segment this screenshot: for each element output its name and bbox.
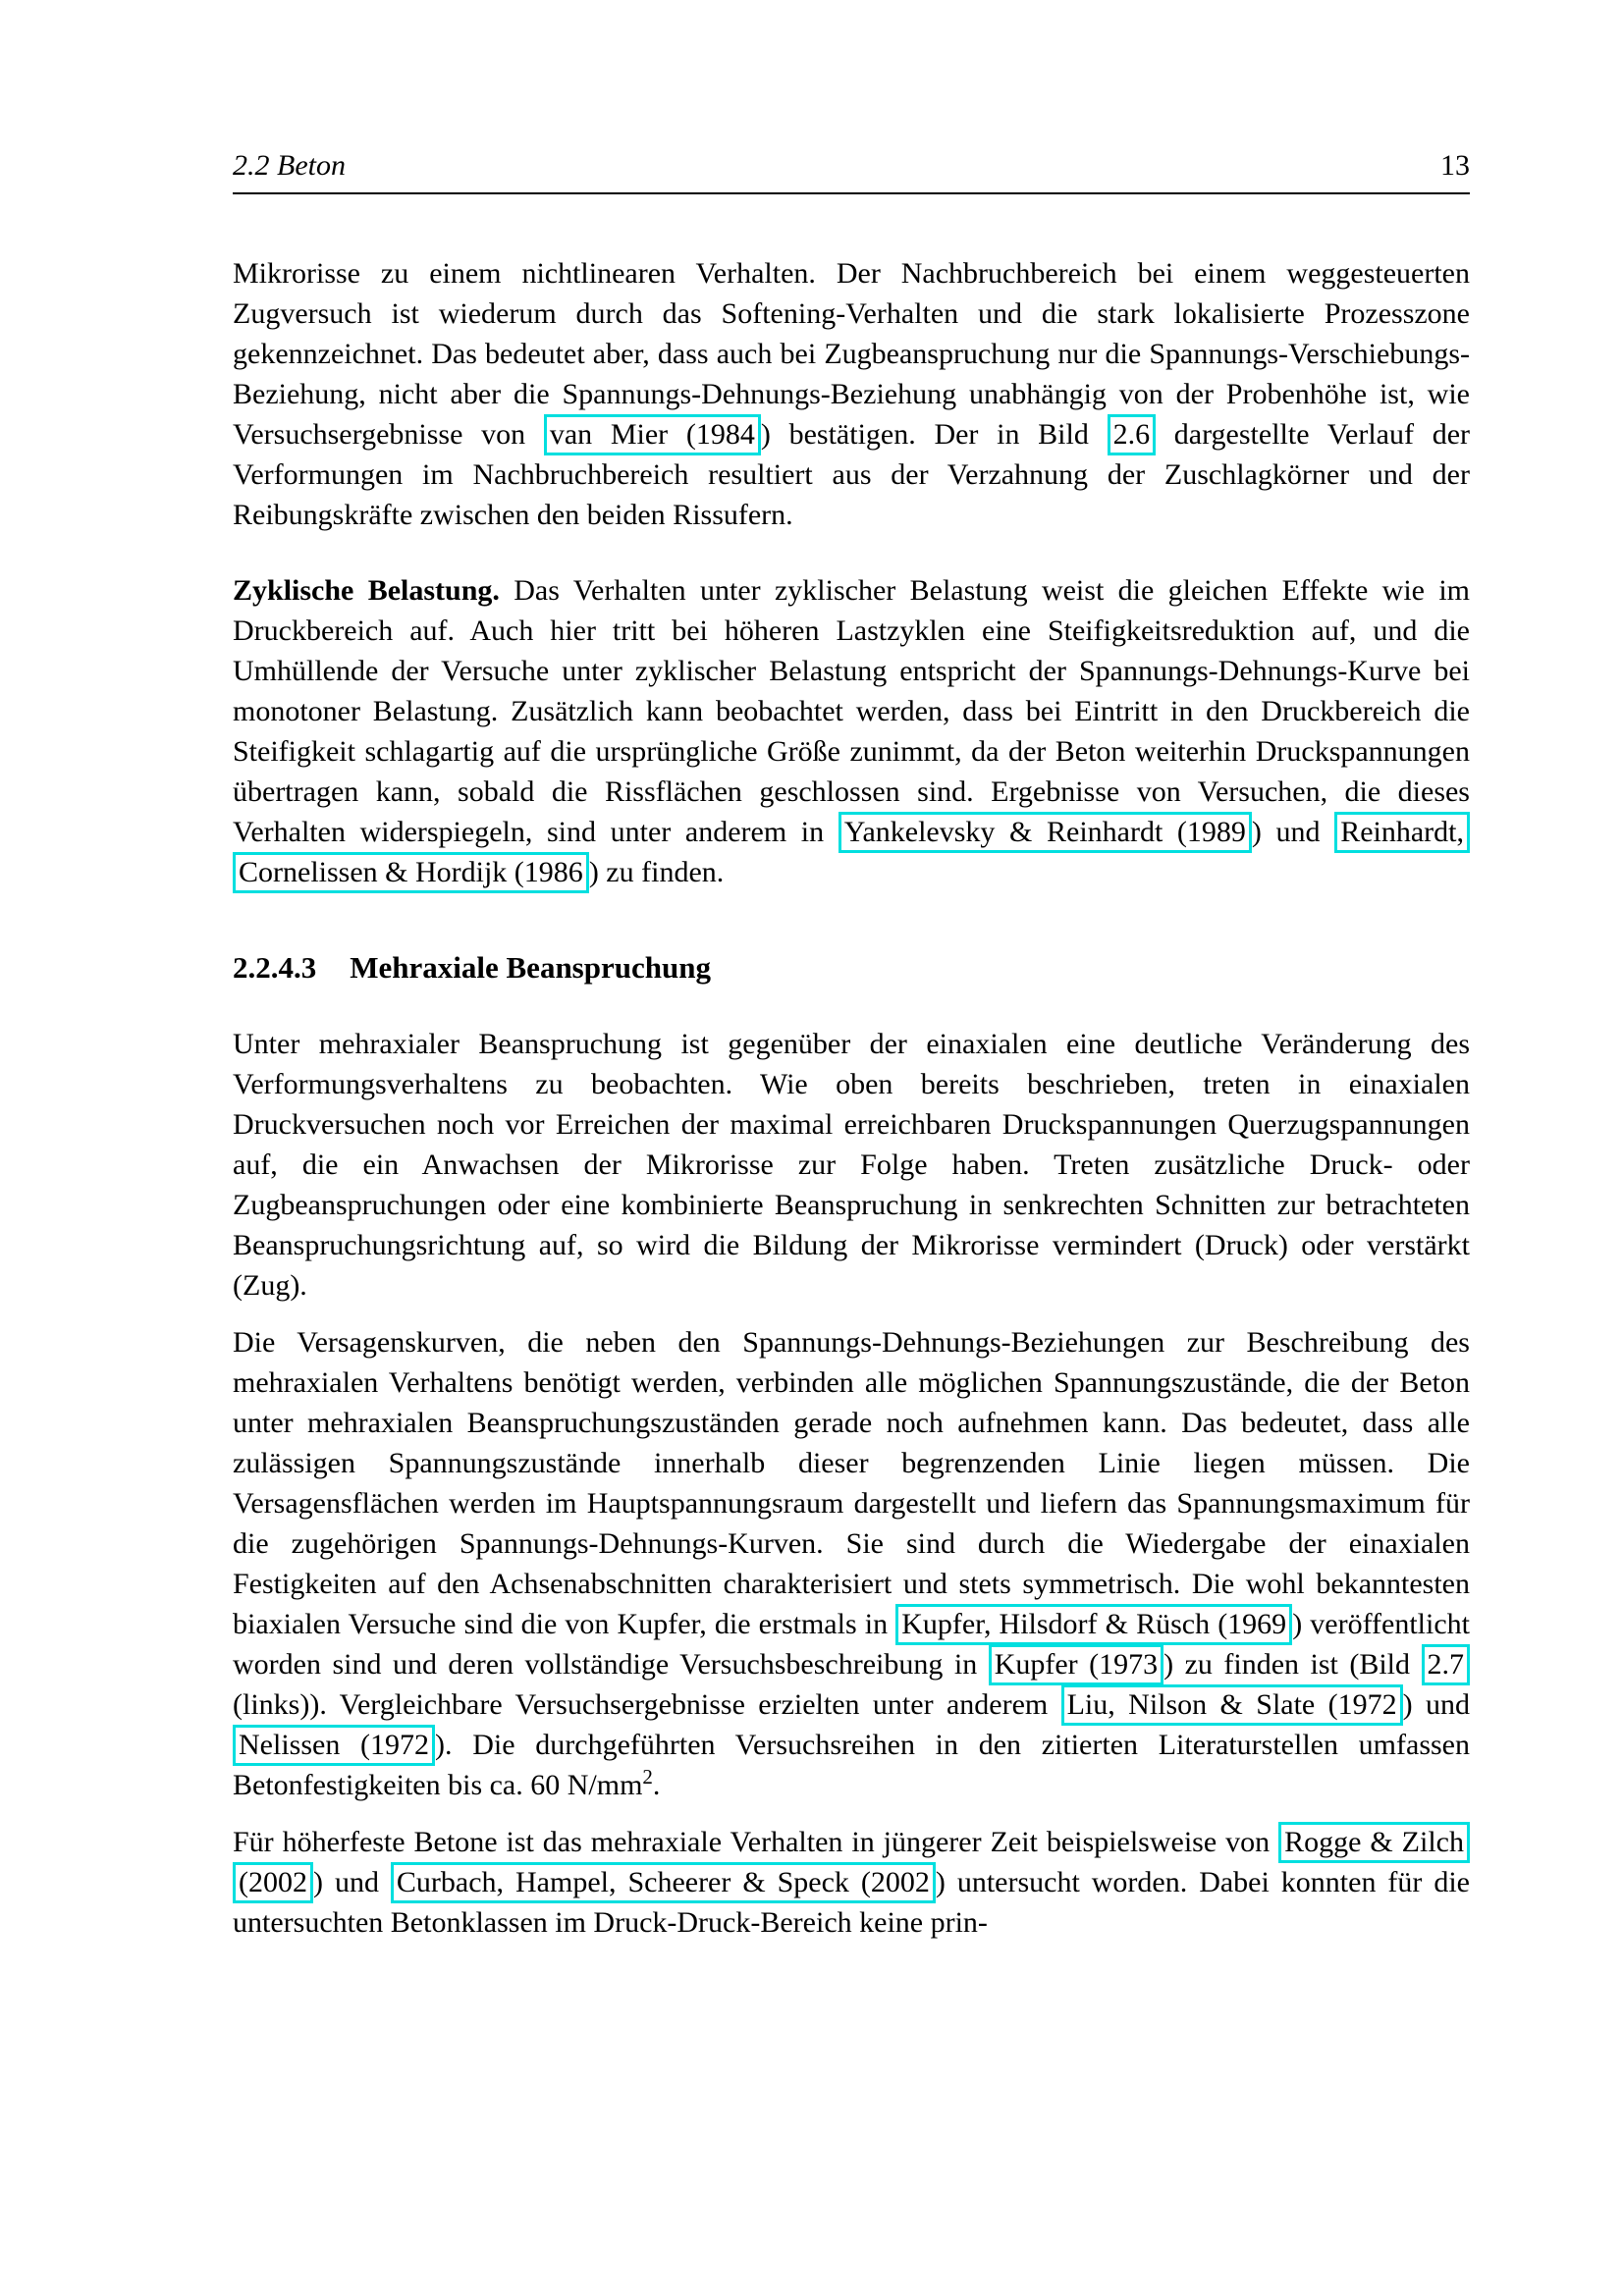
citation-link[interactable]: Rogge & Zilch (2002 [233, 1822, 1470, 1903]
text-run: (links)). Vergleichbare Versuchsergebnisse erzielten unter anderem [233, 1688, 1061, 1721]
text-run: ) und [1402, 1688, 1470, 1721]
paragraph [233, 1024, 1470, 1306]
text-run: Die Versagenskurven, die neben den Spannungs-Dehnungs-Beziehungen zur Beschreibung des mehraxialen Verhaltens benötigt werden, verbinden alle möglichen Spannungszustände, die der Beton unter mehraxialen Beanspruchungszuständen gerade noch aufnehmen kann. Das bedeutet, dass alle zulässigen Spannungszustände innerhalb dieser begrenzenden Linie liegen müssen. Die Versagensflächen werden im Hauptspannungsraum dargestellt und liefern das Spannungsmaximum für die zugehörigen Spannungs-Dehnungs-Kurven. Sie sind durch die Wiedergabe der einaxialen Festigkeiten auf den Achsenabschnitten charakterisiert und stets symmetrisch. Die wohl bekanntesten biaxialen Versuche sind die von Kupfer, die erstmals in [233, 1326, 1470, 1640]
page-number: 13 [1440, 149, 1470, 182]
citation-link[interactable]: Nelissen (1972 [233, 1725, 435, 1766]
paragraph [233, 1322, 1470, 1805]
text-run: ) und [1251, 816, 1335, 848]
text-run: ) zu finden ist (Bild [1163, 1648, 1422, 1681]
citation-link[interactable]: Yankelevsky & Reinhardt (1989 [839, 812, 1252, 853]
citation-link[interactable]: Reinhardt, Cornelissen & Hordijk (1986 [233, 812, 1470, 893]
subsection-title: Mehraxiale Beanspruchung [350, 950, 711, 985]
citation-link[interactable]: Kupfer (1973 [989, 1644, 1163, 1685]
text-run: ) bestätigen. Der in Bild [760, 418, 1108, 451]
subsection-heading [233, 947, 1470, 988]
running-head [233, 149, 1470, 183]
text-run: Das Verhalten unter zyklischer Belastung weist die gleichen Effekte wie im Druckbereich auf. Auch hier tritt bei höheren Lastzyklen eine Steifigkeitsreduktion auf, und die Umhüllende der Versuche unter zyklischer Belastung entspricht der Spannungs-Dehnungs-Kurve bei monotoner Belastung. Zusätzlich kann beobachtet werden, dass bei Eintritt in den Druckbereich die Steifigkeit schlagartig auf die ursprüngliche Größe zunimmt, da der Beton weiterhin Druckspannungen übertragen kann, sobald die Rissflächen geschlossen sind. Ergebnisse von Versuchen, die dieses Verhalten widerspiegeln, sind unter anderem in [233, 574, 1470, 848]
paragraph [233, 253, 1470, 535]
text-run: ). Die durchgeführten Versuchsreihen in den zitierten Literaturstellen umfassen Betonfestigkeiten bis ca. 60 N/mm [233, 1729, 1470, 1801]
citation-link[interactable]: 2.6 [1108, 414, 1157, 455]
paragraph [233, 1822, 1470, 1943]
paragraph [233, 570, 1470, 892]
running-section-title: 2.2 Beton [233, 149, 346, 182]
header-rule [233, 192, 1470, 194]
citation-link[interactable]: Kupfer, Hilsdorf & Rüsch (1969 [895, 1604, 1292, 1645]
citation-link[interactable]: 2.7 [1422, 1644, 1471, 1685]
text-run: . [652, 1769, 661, 1801]
text-run: Mikrorisse zu einem nichtlinearen Verhalten. Der Nachbruchbereich bei einem weggesteuerten Zugversuch ist wiederum durch das Softening-Verhalten und die stark lokalisierte Prozesszone gekennzeichnet. Das bedeutet aber, dass auch bei Zugbeanspruchung nur die Spannungs-Verschiebungs-Beziehung, nicht aber die Spannungs-Dehnungs-Beziehung unabhängig von der Probenhöhe ist, wie Versuchsergebnisse von [233, 257, 1470, 451]
citation-link[interactable]: Liu, Nilson & Slate (1972 [1061, 1684, 1403, 1726]
text-run: Für höherfeste Betone ist das mehraxiale Verhalten in jüngerer Zeit beispielsweise von [233, 1826, 1279, 1858]
subsection-number: 2.2.4.3 [233, 950, 317, 985]
text-run: dargestellte Verlauf der Verformungen im Nachbruchbereich resultiert aus der Verzahnung der Zuschlagkörner und der Reibungskräfte zwischen den beiden Rissufern. [233, 418, 1471, 531]
text-run: ) und [313, 1866, 391, 1898]
text-run: ) veröffentlicht worden sind und deren vollständige Versuchsbeschreibung in [233, 1608, 1470, 1681]
citation-link[interactable]: van Mier (1984 [544, 414, 761, 455]
text-body [233, 253, 1470, 1959]
text-run: ) zu finden. [588, 856, 725, 888]
citation-link[interactable]: Curbach, Hampel, Scheerer & Speck (2002 [391, 1862, 936, 1903]
superscript: 2 [642, 1765, 653, 1789]
text-run: Unter mehraxialer Beanspruchung ist gegenüber der einaxialen eine deutliche Veränderung des Verformungsverhaltens zu beobachten. Wie oben bereits beschrieben, treten in einaxialen Druckversuchen noch vor Erreichen der maximal erreichbaren Druckspannungen Querzugspannungen auf, die ein Anwachsen der Mikrorisse zur Folge haben. Treten zusätzliche Druck- oder Zugbeanspruchungen oder eine kombinierte Beanspruchung in senkrechten Schnitten zur betrachteten Beanspruchungsrichtung auf, so wird die Bildung der Mikrorisse vermindert (Druck) oder verstärkt (Zug). [233, 1028, 1470, 1302]
run-in-heading: Zyklische Belastung. [233, 574, 500, 607]
text-run: ) untersucht worden. Dabei konnten für die untersuchten Betonklassen im Druck-Druck-Bereich keine prin- [233, 1866, 1470, 1939]
